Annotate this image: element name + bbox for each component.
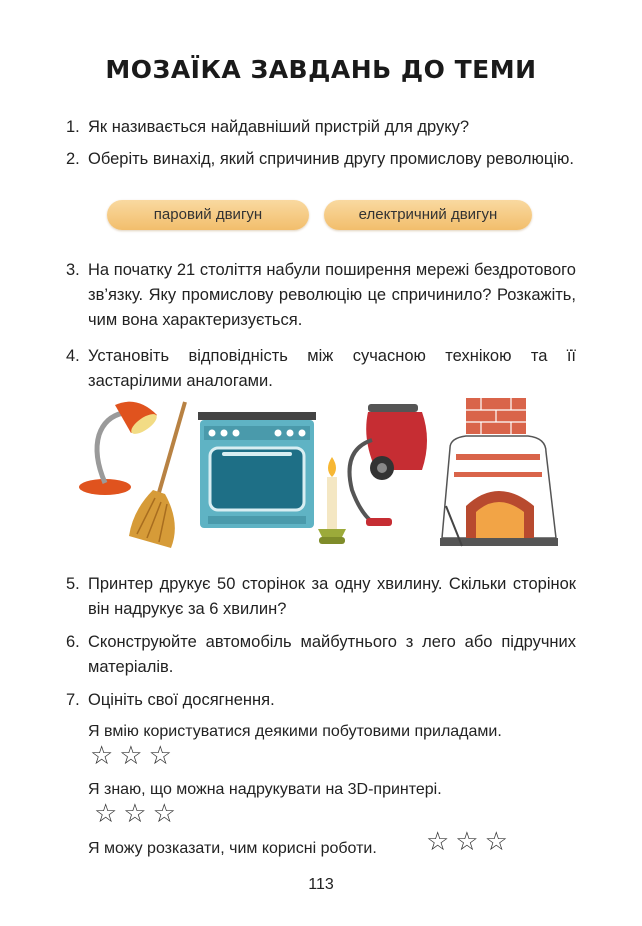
question-7	[66, 688, 576, 713]
question-text: Оберіть винахід, який спричинив другу промислову революцію.	[88, 150, 574, 168]
question-number: 3.	[66, 261, 80, 279]
question-1	[66, 115, 576, 140]
question-text: На початку 21 століття набули поширення мережі бездротового зв’язку. Яку промислову революцію це спричинило? Розкажіть, чим вона характеризується.	[88, 261, 576, 329]
broom-image	[125, 398, 195, 553]
vacuum-cleaner-image	[342, 400, 447, 535]
question-number: 7.	[66, 691, 80, 709]
question-text: Установіть відповідність між сучасною технікою та її застарілими аналогами.	[88, 347, 576, 390]
question-number: 6.	[66, 633, 80, 651]
question-number: 5.	[66, 575, 80, 593]
assessment-statement-2: Я знаю, що можна надрукувати на 3D-принтері.	[88, 781, 442, 798]
question-2	[66, 147, 576, 172]
question-number: 4.	[66, 347, 80, 365]
question-5	[66, 572, 576, 622]
question-6	[66, 630, 576, 680]
question-text: Сконструюйте автомобіль майбутнього з лего або підручних матеріалів.	[88, 633, 576, 676]
gas-stove-image	[198, 412, 316, 532]
rating-stars-3[interactable]: ☆☆☆	[426, 826, 514, 856]
rating-stars-2[interactable]: ☆☆☆	[94, 798, 182, 828]
question-text: Оцініть свої досягнення.	[88, 691, 275, 709]
question-text: Принтер друкує 50 сторінок за одну хвилину. Скільки сторінок він надрукує за 6 хвилин?	[88, 575, 576, 618]
page-number: 113	[308, 876, 334, 893]
assessment-statement-1: Я вмію користуватися деякими побутовими приладами.	[88, 723, 502, 740]
traditional-oven-image	[436, 398, 561, 548]
question-number: 2.	[66, 150, 80, 168]
question-text: Як називається найдавніший пристрій для друку?	[88, 118, 470, 136]
page-title: МОЗАЇКА ЗАВДАНЬ ДО ТЕМИ	[105, 55, 537, 84]
question-number: 1.	[66, 118, 80, 136]
assessment-statement-3: Я можу розказати, чим корисні роботи.	[88, 840, 377, 857]
question-4	[66, 344, 576, 394]
option-electric-motor[interactable]: електричний двигун	[324, 200, 532, 230]
option-steam-engine[interactable]: паровий двигун	[107, 200, 309, 230]
question-3	[66, 258, 576, 333]
rating-stars-1[interactable]: ☆☆☆	[90, 740, 178, 770]
